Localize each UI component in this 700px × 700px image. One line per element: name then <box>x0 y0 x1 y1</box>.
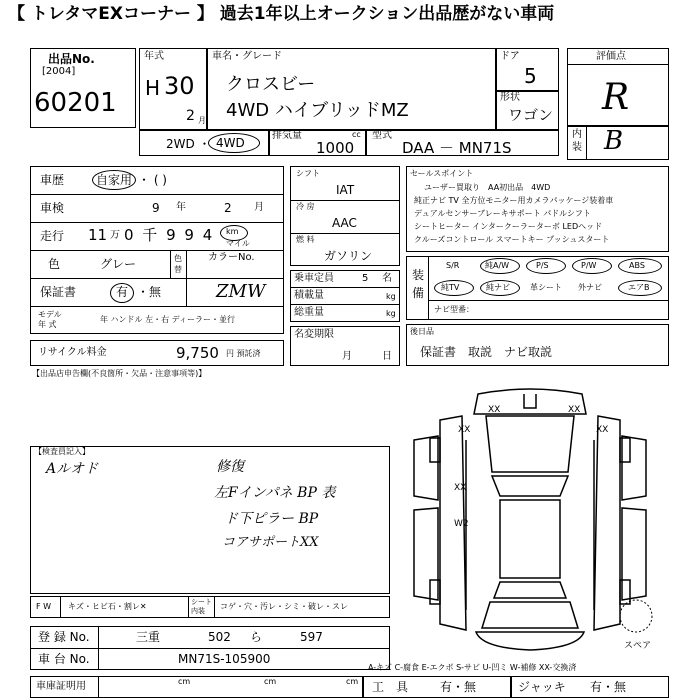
seat-text: コゲ・穴・汚レ・シミ・破レ・スレ <box>220 602 348 611</box>
history-label: 車歴 <box>40 173 65 187</box>
inspection-year: 9 <box>152 201 160 215</box>
score: R <box>602 77 630 118</box>
cert-label: 車庫証明用 <box>36 681 86 692</box>
recycle-label: リサイクル料金 <box>38 347 107 358</box>
equip-aw: 純A/W <box>485 261 510 270</box>
model-code: DAA － MN71S <box>402 139 512 157</box>
drive-selected: 4WD <box>216 136 245 150</box>
equip-tv: 純TV <box>441 283 460 292</box>
jack-label: ジャッキ <box>518 680 566 694</box>
equip-leather: 革シート <box>530 283 562 292</box>
equipment-label: 装 備 <box>412 268 425 300</box>
inspection-year-unit: 年 <box>176 202 186 213</box>
recycle-unit: 円 預託済 <box>226 349 261 358</box>
aircon-label: 冷 房 <box>296 202 315 211</box>
lot-year-code: [2004] <box>42 66 76 77</box>
sales-line-4: シートヒーター インタークーラーターボ LEDヘッド <box>414 222 603 231</box>
cm-1: cm <box>178 677 191 686</box>
mileage-digits: 0 千 9 9 4 <box>124 226 215 244</box>
seller-notes-label: 【出品店申告欄(不良箇所・欠品・注意事項等)】 <box>32 369 207 378</box>
doors-label: ドア <box>500 51 520 62</box>
warranty-label: 保証書 <box>40 285 77 299</box>
mark-xx-3: XX <box>568 405 581 415</box>
car-hood <box>486 416 574 472</box>
name-change-label: 名変期限 <box>294 329 334 340</box>
inspector-note-left: Aルオド <box>46 461 99 477</box>
mileage-unit-alt: マイル <box>226 239 250 248</box>
registration-kana: ら <box>250 630 263 644</box>
tools-value: 有・無 <box>440 680 477 694</box>
mark-xx-5: XX <box>454 483 467 493</box>
year-label: 年式 <box>144 51 164 62</box>
era: H <box>145 76 161 100</box>
damage-legend: A-キズ C-腐食 E-エクボ S-サビ U-凹ミ W-補修 XX-交換済 <box>368 663 577 672</box>
load-unit: kg <box>386 292 396 301</box>
cm-3: cm <box>346 677 359 686</box>
fuel-label: 燃 料 <box>296 235 315 244</box>
car-trunk <box>482 602 578 628</box>
model-year-label: モデル 年 式 <box>38 310 62 329</box>
capacity-value: 5 <box>362 273 369 284</box>
mileage-man-unit: 万 <box>110 230 120 241</box>
registration-label: 登 録 No. <box>38 630 90 644</box>
inspection-label: 車検 <box>40 201 65 215</box>
nav-model-label: ナビ型番： <box>434 305 474 314</box>
interior-label: 内 装 <box>572 129 582 153</box>
weight-unit: kg <box>386 309 396 318</box>
weight-label: 総重量 <box>294 307 324 318</box>
car-roof <box>500 500 560 578</box>
equip-abs: ABS <box>629 261 645 270</box>
doors: 5 <box>524 64 537 88</box>
mark-xx-2: XX <box>488 405 501 415</box>
inspector-label: 【検査員記入】 <box>34 447 90 456</box>
history-rest: ・ ( ) <box>138 173 167 187</box>
model-label: 型式 <box>372 130 392 141</box>
later-docs-label: 後日品 <box>410 327 434 336</box>
equip-pw: P/W <box>581 261 597 270</box>
name-change-day: 日 <box>382 351 392 362</box>
car-damage-diagram <box>400 380 660 660</box>
equip-sr: S/R <box>446 261 460 270</box>
car-rear-bumper <box>476 632 584 650</box>
interior-score: B <box>604 126 624 156</box>
fw-label: F W <box>36 602 52 611</box>
mark-w2: W2 <box>454 519 469 529</box>
inspection-month: 2 <box>224 201 232 215</box>
month-unit: 月 <box>198 116 206 125</box>
sales-line-5: クルーズコントロール スマートキー プッシュスタート <box>414 235 610 244</box>
score-label: 評価点 <box>596 51 626 62</box>
fuel-value: ガソリン <box>324 249 373 263</box>
fw-text: キズ・ヒビ石・割レ✕ <box>68 602 147 611</box>
inspector-note-3: ド下ピラー BP <box>224 511 319 527</box>
displacement-label: 排気量 <box>272 130 302 141</box>
inspector-note-2: 左Fインパネ BP 表 <box>214 485 336 501</box>
equip-nav: 純ナビ <box>486 283 510 292</box>
shape: ワゴン <box>508 106 554 124</box>
later-docs-value: 保証書 取説 ナビ取説 <box>420 345 553 359</box>
equip-ext-nav: 外ナビ <box>578 283 602 292</box>
sales-line-1: ユーザー買取り AA初出品 4WD <box>424 183 551 192</box>
car-rear-window <box>494 582 566 598</box>
shape-label: 形状 <box>500 92 520 103</box>
name-change-month: 月 <box>342 351 352 362</box>
inspector-note-4: コアサポートXX <box>222 535 319 550</box>
model-year-row: 年 ハンドル 左・右 ディーラー・並行 <box>100 315 235 324</box>
seat-label: シート 内装 <box>191 598 212 615</box>
color-code: ZMW <box>216 281 266 302</box>
page-title: 【 トレタマEXコーナー 】 過去1年以上オークション出品歴がない車両 <box>8 4 555 24</box>
name-label: 車名・グレード <box>212 51 282 62</box>
month: 2 <box>186 108 195 124</box>
registration-class: 502 <box>208 630 231 644</box>
jack-value: 有・無 <box>590 680 627 694</box>
capacity-label: 乗車定員 <box>294 273 334 284</box>
sales-line-2: 純正ナビ TV 全方位モニター用カメラパッケージ装着車 <box>414 196 614 205</box>
history-value: 自家用 <box>96 173 133 187</box>
displacement: 1000 <box>316 139 355 157</box>
car-grade: 4WD ハイブリッドMZ <box>226 100 409 121</box>
load-label: 積載量 <box>294 290 324 301</box>
cm-2: cm <box>264 677 277 686</box>
mark-xx-4: XX <box>596 425 609 435</box>
tools-label: 工 具 <box>372 680 409 694</box>
inspection-month-unit: 月 <box>254 202 264 213</box>
warranty-value: 有 <box>116 285 129 299</box>
color-value: グレー <box>100 257 137 271</box>
aircon-value: AAC <box>332 216 357 230</box>
recycle-value: 9,750 <box>176 344 219 362</box>
registration-number: 597 <box>300 630 323 644</box>
sales-line-3: デュアルセンサーブレーキサポート パドルシフト <box>414 209 591 218</box>
spare-label: スペア <box>624 641 652 651</box>
mileage-unit: km <box>226 227 239 236</box>
color-label: 色 <box>48 257 61 271</box>
color-change-label: 色 替 <box>174 254 182 274</box>
spare-tire <box>620 600 652 632</box>
car-name: クロスビー <box>226 74 316 95</box>
equip-ps: P/S <box>536 261 549 270</box>
mileage-label: 走行 <box>40 229 65 243</box>
lot-number: 60201 <box>34 88 117 118</box>
shift-label: シフト <box>296 169 320 178</box>
mileage-man: 11 <box>88 226 108 244</box>
sales-points-label: セールスポイント <box>410 169 474 178</box>
car-right-side <box>594 416 620 630</box>
mark-xx-1: XX <box>458 425 471 435</box>
year: 30 <box>164 72 195 100</box>
car-windshield <box>492 476 568 496</box>
drive-options: 2WD ・ <box>166 137 211 151</box>
warranty-none: ・無 <box>137 285 162 299</box>
shift-value: IAT <box>336 183 355 197</box>
chassis-label: 車 台 No. <box>38 652 90 666</box>
capacity-unit: 名 <box>382 273 392 284</box>
registration-pref: 三重 <box>136 630 161 644</box>
color-code-label: カラーNo. <box>208 252 255 263</box>
displacement-unit: cc <box>352 130 361 139</box>
chassis-number: MN71S-105900 <box>178 652 271 666</box>
inspector-note-1: 修復 <box>216 459 244 475</box>
equip-airbag: エアB <box>628 283 650 292</box>
lot-label: 出品No. <box>48 52 95 66</box>
